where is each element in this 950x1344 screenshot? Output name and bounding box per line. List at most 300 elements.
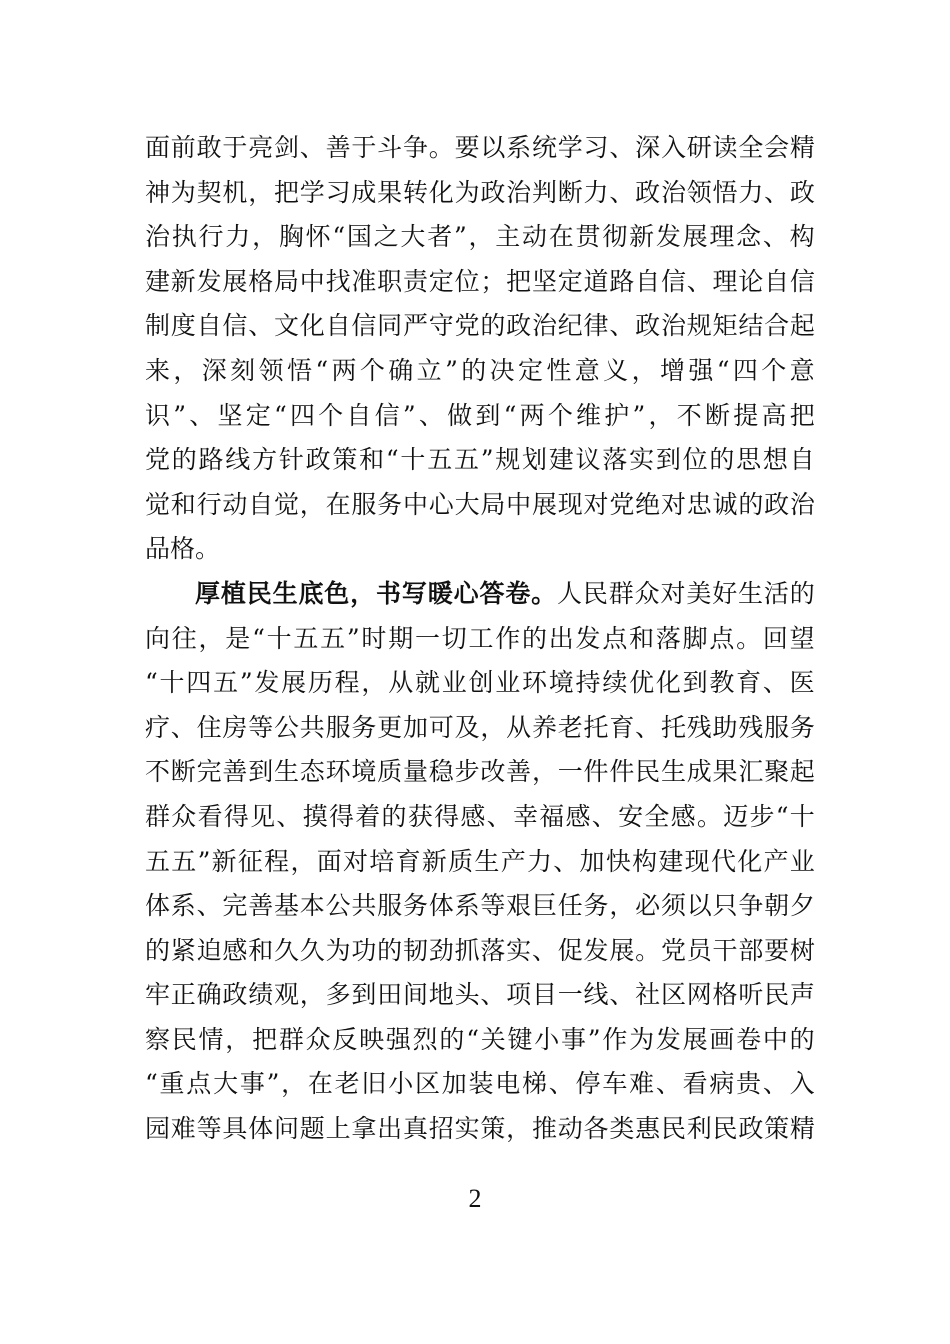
- glyph: 到: [351, 980, 377, 1010]
- glyph: 个: [761, 355, 787, 385]
- glyph: 自: [789, 445, 815, 475]
- glyph: 坚: [217, 400, 243, 430]
- glyph: 十: [400, 445, 426, 475]
- glyph: 、: [609, 311, 635, 341]
- glyph: 发: [655, 1024, 681, 1054]
- glyph: 改: [480, 757, 506, 787]
- glyph: 坚: [531, 266, 557, 296]
- glyph: 反: [332, 1024, 358, 1054]
- glyph: 植: [220, 578, 246, 608]
- glyph: 化: [299, 311, 325, 341]
- glyph: 展: [682, 222, 708, 252]
- glyph: 感: [565, 801, 591, 831]
- glyph: 果: [377, 177, 403, 207]
- glyph: 疗: [145, 712, 171, 742]
- glyph: 展: [682, 1024, 708, 1054]
- glyph: 定: [245, 400, 271, 430]
- glyph: 提: [733, 400, 759, 430]
- glyph: 、: [609, 177, 635, 207]
- glyph: 断: [557, 177, 583, 207]
- glyph: 政: [305, 445, 331, 475]
- glyph: ”: [402, 400, 416, 430]
- glyph: 察: [145, 1024, 171, 1054]
- glyph: 、: [196, 891, 222, 921]
- glyph: 找: [325, 266, 351, 296]
- glyph: “: [503, 400, 517, 430]
- glyph: 发: [254, 668, 280, 698]
- glyph: 功: [351, 935, 377, 965]
- glyph: 底: [298, 578, 324, 608]
- glyph: 的: [789, 1024, 815, 1054]
- glyph: 区: [660, 980, 686, 1010]
- glyph: 安: [618, 801, 644, 831]
- glyph: 装: [468, 1069, 494, 1099]
- glyph: 点: [602, 623, 628, 653]
- glyph: 重: [159, 1069, 185, 1099]
- glyph: 助: [712, 712, 738, 742]
- glyph: 线: [225, 445, 251, 475]
- paragraph-1: [145, 126, 815, 572]
- glyph: 信: [222, 311, 248, 341]
- line-text: 品格。: [145, 534, 221, 564]
- glyph: 思: [736, 445, 762, 475]
- glyph: 和: [359, 445, 385, 475]
- glyph: 对: [660, 578, 686, 608]
- glyph: 部: [738, 935, 764, 965]
- glyph: 会: [764, 133, 790, 162]
- glyph: ，: [299, 980, 325, 1010]
- glyph: 残: [738, 712, 764, 742]
- glyph: “: [252, 623, 265, 653]
- glyph: 议: [575, 445, 601, 475]
- glyph: 深: [201, 355, 227, 385]
- glyph: 声: [789, 980, 815, 1010]
- glyph: 要: [454, 133, 480, 162]
- glyph: ，: [248, 177, 274, 207]
- glyph: ，: [480, 712, 506, 742]
- glyph: 发: [196, 266, 222, 296]
- glyph: 和: [170, 489, 196, 519]
- glyph: 境: [351, 757, 377, 787]
- glyph: 局: [273, 266, 299, 296]
- glyph: 大: [400, 222, 426, 252]
- glyph: 公: [273, 712, 299, 742]
- glyph: 上: [325, 1114, 351, 1144]
- paragraph2-line: [145, 840, 815, 885]
- glyph: 加: [402, 712, 428, 742]
- glyph: 的: [145, 935, 171, 965]
- glyph: 卷: [736, 1024, 762, 1054]
- glyph: 想: [762, 445, 788, 475]
- glyph: 同: [377, 311, 403, 341]
- glyph: 彻: [602, 222, 628, 252]
- glyph: 五: [213, 668, 239, 698]
- glyph: 自: [325, 311, 351, 341]
- paragraph1-line: [145, 260, 815, 305]
- glyph: 五: [171, 846, 197, 876]
- glyph: 习: [325, 177, 351, 207]
- glyph: ；: [480, 266, 506, 296]
- glyph: 结: [738, 311, 764, 341]
- glyph: 转: [402, 177, 428, 207]
- glyph: 中: [762, 1024, 788, 1054]
- glyph: 看: [682, 1069, 708, 1099]
- glyph: 护: [604, 400, 630, 430]
- glyph: 党: [145, 445, 171, 475]
- glyph: 老: [334, 1069, 360, 1099]
- glyph: 。: [428, 133, 454, 162]
- paragraph-2-first-line: [145, 572, 815, 617]
- glyph: 真: [402, 1114, 428, 1144]
- glyph: 一: [557, 757, 583, 787]
- glyph: 美: [686, 578, 712, 608]
- glyph: 、: [762, 1069, 788, 1099]
- glyph: 民: [712, 1114, 738, 1144]
- glyph: ，: [225, 1024, 251, 1054]
- glyph: 绩: [248, 980, 274, 1010]
- glyph: ”: [587, 1024, 601, 1054]
- glyph: 敢: [196, 133, 222, 162]
- glyph: 一: [414, 623, 440, 653]
- glyph: 业: [789, 846, 815, 876]
- glyph: 到: [248, 757, 274, 787]
- glyph: 征: [237, 846, 263, 876]
- glyph: 诚: [712, 489, 738, 519]
- glyph: 见: [250, 801, 276, 831]
- glyph: 路: [609, 266, 635, 296]
- glyph: 向: [145, 623, 171, 653]
- glyph: 十: [266, 623, 292, 653]
- glyph: 动: [557, 1114, 583, 1144]
- glyph: 力: [225, 222, 251, 252]
- glyph: 加: [579, 846, 605, 876]
- glyph: 精: [789, 133, 815, 162]
- glyph: 等: [196, 1114, 222, 1144]
- glyph: 小: [534, 1024, 560, 1054]
- glyph: 、: [248, 311, 274, 341]
- glyph: 必: [635, 891, 661, 921]
- glyph: 完: [196, 757, 222, 787]
- glyph: 优: [629, 668, 655, 698]
- glyph: “: [385, 445, 399, 475]
- glyph: 规: [686, 311, 712, 341]
- glyph: 个: [318, 400, 344, 430]
- glyph: 理: [709, 222, 735, 252]
- glyph: 本: [299, 891, 325, 921]
- glyph: 确: [388, 355, 414, 385]
- glyph: 韧: [402, 935, 428, 965]
- glyph: 个: [359, 355, 385, 385]
- glyph: 体: [248, 1114, 274, 1144]
- paragraph1-line: [145, 171, 815, 216]
- glyph: 系: [170, 891, 196, 921]
- glyph: 成: [686, 757, 712, 787]
- glyph: 深: [635, 133, 661, 162]
- glyph: 发: [655, 222, 681, 252]
- glyph: 件: [583, 757, 609, 787]
- glyph: 拿: [351, 1114, 377, 1144]
- glyph: 具: [222, 1114, 248, 1144]
- glyph: 、: [276, 801, 302, 831]
- glyph: 的: [171, 445, 197, 475]
- glyph: 务: [789, 712, 815, 742]
- glyph: ”: [173, 400, 187, 430]
- glyph: 信: [789, 266, 815, 296]
- glyph: 以: [686, 891, 712, 921]
- glyph: 政: [222, 980, 248, 1010]
- glyph: 好: [712, 578, 738, 608]
- glyph: “: [145, 1069, 158, 1099]
- glyph: 感: [460, 801, 486, 831]
- glyph: 在: [307, 1069, 333, 1099]
- glyph: 夕: [789, 891, 815, 921]
- glyph: “: [332, 222, 346, 252]
- glyph: 者: [427, 222, 453, 252]
- glyph: 领: [258, 355, 284, 385]
- glyph: 政: [764, 489, 790, 519]
- glyph: 获: [407, 801, 433, 831]
- glyph: 的: [461, 355, 487, 385]
- glyph: 道: [583, 266, 609, 296]
- glyph: 利: [686, 1114, 712, 1144]
- glyph: 紧: [170, 935, 196, 965]
- glyph: 可: [428, 712, 454, 742]
- glyph: 善: [222, 757, 248, 787]
- glyph: 策: [764, 1114, 790, 1144]
- glyph: 服: [377, 891, 403, 921]
- glyph: 活: [763, 578, 789, 608]
- glyph: 养: [531, 712, 557, 742]
- glyph: 业: [441, 668, 467, 698]
- glyph: 、: [762, 668, 788, 698]
- glyph: 病: [709, 1069, 735, 1099]
- glyph: 区: [414, 1069, 440, 1099]
- glyph: 抓: [454, 935, 480, 965]
- glyph: 信: [351, 311, 377, 341]
- glyph: 国: [346, 222, 372, 252]
- glyph: 化: [428, 177, 454, 207]
- glyph: 觉: [273, 489, 299, 519]
- glyph: 展: [281, 668, 307, 698]
- glyph: 十: [159, 668, 185, 698]
- glyph: 艰: [506, 891, 532, 921]
- glyph: 民: [635, 757, 661, 787]
- glyph: 四: [289, 400, 315, 430]
- glyph: 步: [454, 757, 480, 787]
- glyph: 服: [325, 712, 351, 742]
- glyph: 民: [171, 1024, 197, 1054]
- glyph: 时: [361, 623, 387, 653]
- glyph: 五: [453, 445, 479, 475]
- glyph: 。: [696, 801, 722, 831]
- glyph: 全: [738, 133, 764, 162]
- paragraph-2: [145, 572, 815, 1152]
- glyph: 文: [273, 311, 299, 341]
- glyph: 福: [539, 801, 565, 831]
- glyph: 心: [428, 489, 454, 519]
- glyph: 到: [682, 668, 708, 698]
- glyph: 展: [222, 266, 248, 296]
- glyph: 线: [583, 980, 609, 1010]
- glyph: 十: [789, 801, 815, 831]
- glyph: 持: [575, 668, 601, 698]
- glyph: 对: [343, 846, 369, 876]
- glyph: 在: [548, 222, 574, 252]
- glyph: 暖: [427, 578, 453, 608]
- glyph: 忠: [686, 489, 712, 519]
- glyph: 治: [506, 177, 532, 207]
- glyph: 、: [299, 133, 325, 162]
- glyph: 判: [531, 177, 557, 207]
- glyph: ”: [453, 222, 467, 252]
- glyph: 于: [351, 133, 377, 162]
- paragraph2-line: [145, 884, 815, 929]
- glyph: 、: [609, 133, 635, 162]
- glyph: ”: [239, 668, 253, 698]
- glyph: 托: [583, 712, 609, 742]
- glyph: 剑: [273, 133, 299, 162]
- glyph: 生: [474, 846, 500, 876]
- glyph: 代: [710, 846, 736, 876]
- glyph: 得: [328, 801, 354, 831]
- glyph: 学: [299, 177, 325, 207]
- glyph: 大: [454, 489, 480, 519]
- glyph: 朝: [764, 891, 790, 921]
- glyph: ，: [648, 400, 674, 430]
- glyph: 识: [145, 400, 171, 430]
- glyph: 五: [293, 623, 319, 653]
- glyph: 动: [522, 222, 548, 252]
- glyph: 治: [531, 311, 557, 341]
- glyph: 历: [307, 668, 333, 698]
- glyph: 惠: [635, 1114, 661, 1144]
- glyph: 精: [789, 1114, 815, 1144]
- glyph: 意: [789, 355, 815, 385]
- glyph: 党: [454, 311, 480, 341]
- glyph: 入: [789, 1069, 815, 1099]
- glyph: 务: [351, 712, 377, 742]
- glyph: 展: [531, 489, 557, 519]
- glyph: 和: [248, 935, 274, 965]
- glyph: 中: [402, 489, 428, 519]
- glyph: 强: [385, 1024, 411, 1054]
- glyph: 到: [655, 445, 681, 475]
- glyph: 完: [222, 891, 248, 921]
- glyph: 群: [608, 578, 634, 608]
- paragraph2-line: [145, 1062, 815, 1107]
- glyph: 停: [575, 1069, 601, 1099]
- paragraph2-line: [145, 617, 815, 662]
- glyph: 的: [381, 801, 407, 831]
- glyph: 力: [738, 177, 764, 207]
- glyph: 面: [316, 846, 342, 876]
- glyph: 新: [211, 846, 237, 876]
- glyph: 实: [629, 445, 655, 475]
- glyph: 为: [454, 177, 480, 207]
- glyph: 斗: [377, 133, 403, 162]
- glyph: 神: [145, 177, 171, 207]
- paragraph1-line: [145, 215, 815, 260]
- glyph: 人: [557, 578, 583, 608]
- glyph: 位: [682, 445, 708, 475]
- glyph: 贯: [575, 222, 601, 252]
- glyph: 强: [688, 355, 714, 385]
- glyph: 高: [761, 400, 787, 430]
- glyph: 就: [414, 668, 440, 698]
- glyph: 稳: [428, 757, 454, 787]
- glyph: 态: [299, 757, 325, 787]
- glyph: 之: [373, 222, 399, 252]
- glyph: 来: [145, 355, 171, 385]
- glyph: 往: [171, 623, 197, 653]
- glyph: 新: [421, 846, 447, 876]
- glyph: 生: [738, 578, 764, 608]
- glyph: 等: [248, 712, 274, 742]
- glyph: 、: [655, 1069, 681, 1099]
- glyph: 争: [402, 133, 428, 162]
- glyph: 托: [660, 712, 686, 742]
- glyph: 出: [377, 1114, 403, 1144]
- glyph: 在: [325, 489, 351, 519]
- glyph: 化: [737, 846, 763, 876]
- paragraph1-line: [145, 349, 815, 394]
- glyph: 续: [602, 668, 628, 698]
- glyph: 新: [629, 222, 655, 252]
- glyph: 落: [480, 935, 506, 965]
- page-number: 2: [468, 1184, 482, 1213]
- glyph: ，: [350, 578, 376, 608]
- glyph: 统: [531, 133, 557, 162]
- glyph: 教: [709, 668, 735, 698]
- glyph: 写: [401, 578, 427, 608]
- glyph: 行: [198, 222, 224, 252]
- glyph: 问: [273, 1114, 299, 1144]
- glyph: 巨: [531, 891, 557, 921]
- glyph: 为: [325, 935, 351, 965]
- glyph: 招: [428, 1114, 454, 1144]
- glyph: 服: [764, 712, 790, 742]
- paragraph2-line: [145, 661, 815, 706]
- glyph: 起: [789, 311, 815, 341]
- glyph: 政: [480, 177, 506, 207]
- glyph: “: [775, 801, 789, 831]
- glyph: 望: [789, 623, 815, 653]
- glyph: 政: [635, 311, 661, 341]
- glyph: ，: [290, 846, 316, 876]
- glyph: 幸: [512, 801, 538, 831]
- glyph: 两: [331, 355, 357, 385]
- glyph: 四: [732, 355, 758, 385]
- glyph: 把: [252, 1024, 278, 1054]
- glyph: 点: [709, 623, 735, 653]
- glyph: 程: [264, 846, 290, 876]
- glyph: ，: [609, 891, 635, 921]
- glyph: 责: [402, 266, 428, 296]
- glyph: 现: [557, 489, 583, 519]
- glyph: 关: [480, 1024, 506, 1054]
- glyph: 构: [632, 846, 658, 876]
- glyph: 增: [659, 355, 685, 385]
- glyph: 环: [325, 757, 351, 787]
- glyph: 只: [712, 891, 738, 921]
- glyph: 自: [764, 266, 790, 296]
- glyph: 务: [377, 489, 403, 519]
- glyph: 得: [434, 801, 460, 831]
- glyph: 系: [454, 891, 480, 921]
- glyph: 老: [557, 712, 583, 742]
- glyph: 要: [764, 935, 790, 965]
- glyph: 善: [325, 133, 351, 162]
